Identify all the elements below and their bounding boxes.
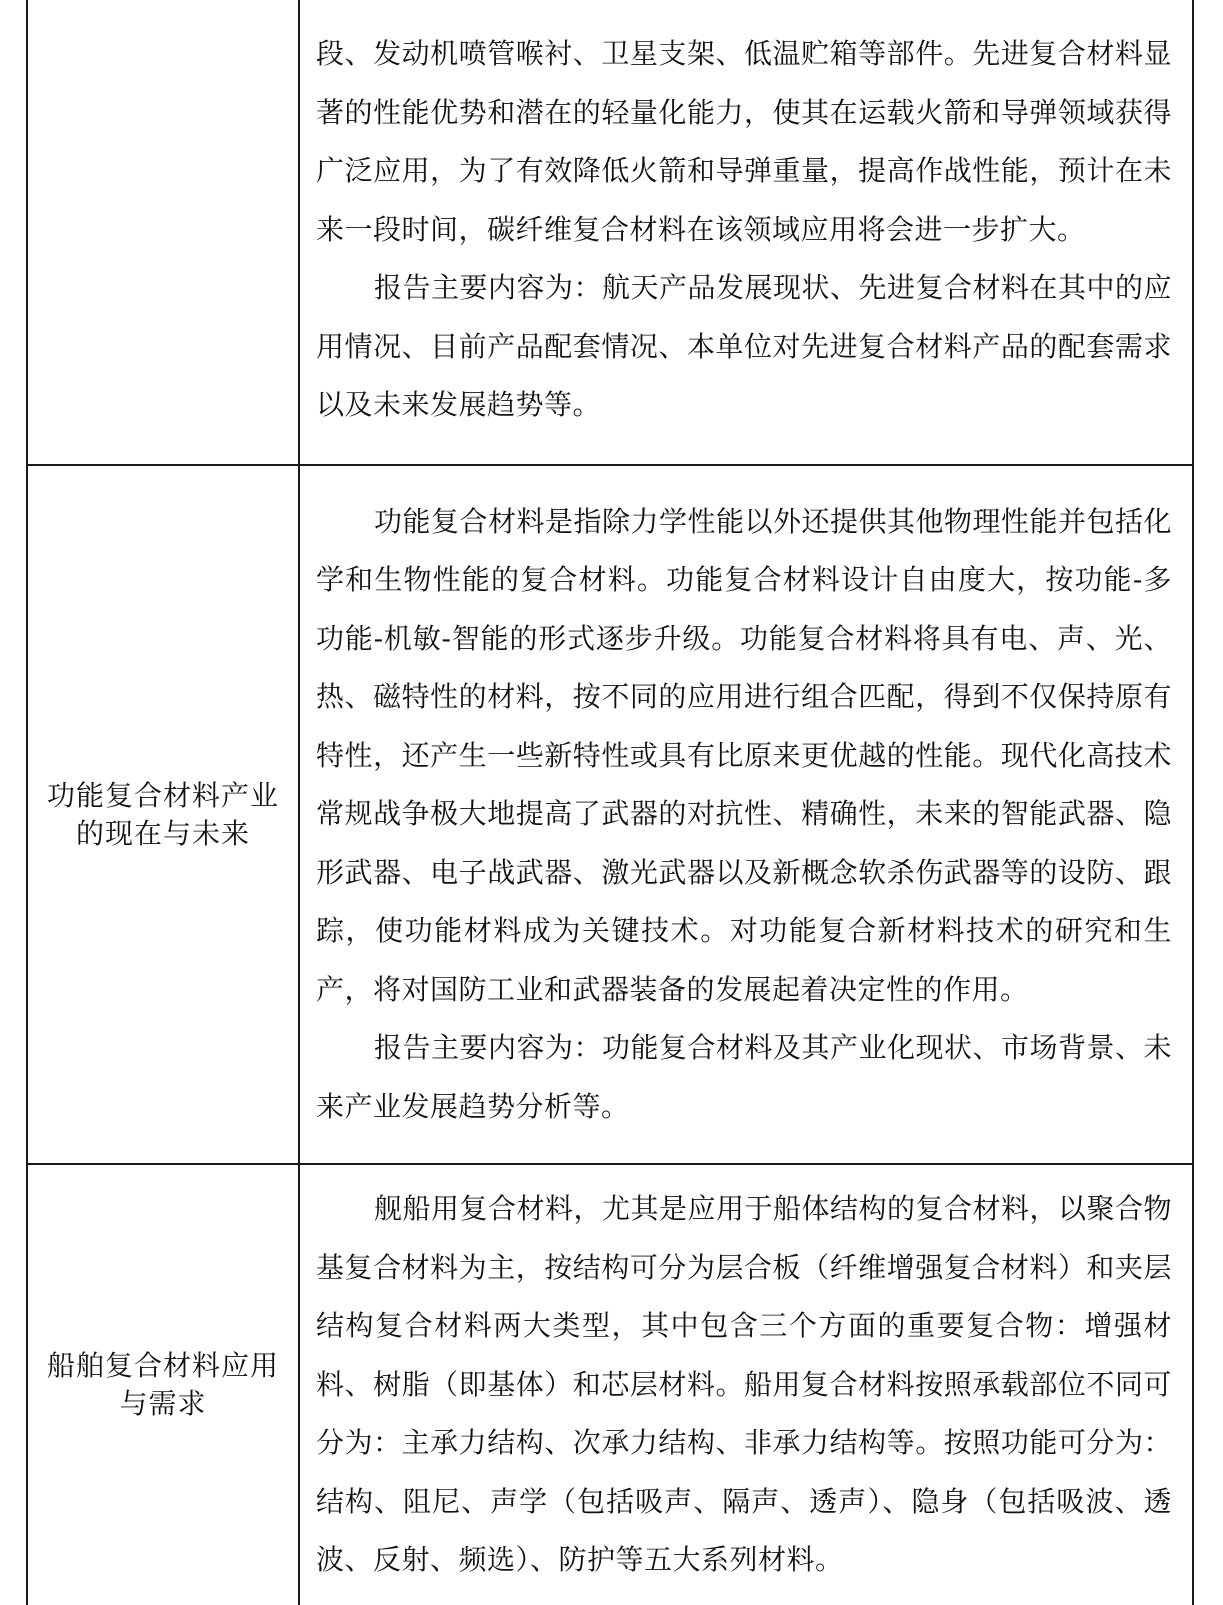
paragraph: 功能复合材料是指除力学性能以外还提供其他物理性能并包括化学和生物性能的复合材料。功能复合材料设计自由度大，按功能-多功能-机敏-智能的形式逐步升级。功能复合材料将具有电、声、光、热、磁特性的材料，按不同的应用进行组合匹配，得到不仅保持原有特性，还产生一些新特性或具有比原来更优越的性能。现代化高技术常规战争极大地提高了武器的对抗性、精确性，未来的智能武器、隐形武器、电子战武器、激光武器以及新概念软杀伤武器等的设防、跟踪，使功能材料成为关键技术。对功能复合新材料技术的研究和生产，将对国防工业和武器装备的发展起着决定性的作用。 xyxy=(316,504,1173,1006)
document-table xyxy=(26,0,1194,1605)
topic-cell xyxy=(27,465,299,1164)
content-text xyxy=(300,25,1192,435)
topic-label: 船舶复合材料应用与需求 xyxy=(46,1349,279,1420)
content-cell xyxy=(299,0,1193,465)
content-cell xyxy=(299,1164,1193,1605)
content-text xyxy=(300,1180,1192,1590)
table-row xyxy=(27,465,1193,1164)
topic-label: 功能复合材料产业的现在与未来 xyxy=(46,778,279,850)
paragraph: 报告主要内容为：功能复合材料及其产业化现状、市场背景、未来产业发展趋势分析等。 xyxy=(316,1031,1173,1123)
table-row xyxy=(27,1164,1193,1605)
paragraph: 段、发动机喷管喉衬、卫星支架、低温贮箱等部件。先进复合材料显著的性能优势和潜在的轻量化能力，使其在运载火箭和导弹领域获得广泛应用，为了有效降低火箭和导弹重量，提高作战性能，预计在未来一段时间，碳纤维复合材料在该领域应用将会进一步扩大。 xyxy=(316,37,1172,246)
table-row xyxy=(27,0,1193,465)
topic-cell xyxy=(27,0,299,465)
content-cell xyxy=(299,465,1193,1164)
paragraph: 报告主要内容为：航天产品发展现状、先进复合材料在其中的应用情况、目前产品配套情况、本单位对先进复合材料产品的配套需求以及未来发展趋势等。 xyxy=(316,271,1173,422)
content-text xyxy=(300,493,1192,1137)
topic-cell xyxy=(27,1164,299,1605)
paragraph: 舰船用复合材料，尤其是应用于船体结构的复合材料，以聚合物基复合材料为主，按结构可分为层合板（纤维增强复合材料）和夹层结构复合材料两大类型，其中包含三个方面的重要复合物：增强材料、树脂（即基体）和芯层材料。船用复合材料按照承载部位不同可分为：主承力结构、次承力结构、非承力结构等。按照功能可分为：结构、阻尼、声学（包括吸声、隔声、透声）、隐身（包括吸波、透波、反射、频选）、防护等五大系列材料。 xyxy=(316,1192,1173,1577)
